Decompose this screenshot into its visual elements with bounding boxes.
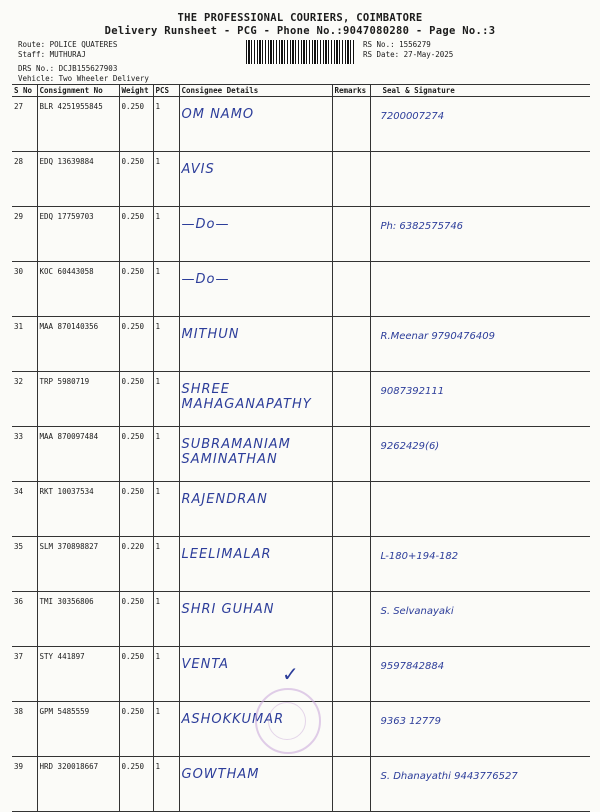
row-consignment-no: STY 441897 <box>39 652 85 661</box>
table-row <box>12 482 590 537</box>
row-pcs-cell <box>153 647 179 702</box>
table-row <box>12 207 590 262</box>
row-weight-cell <box>119 262 153 317</box>
row-signature-cell <box>370 152 590 207</box>
row-sno-cell <box>12 262 37 317</box>
row-weight-cell <box>119 537 153 592</box>
drs-label: DRS No.: DCJB155627903 <box>18 64 118 73</box>
table-row <box>12 152 590 207</box>
row-weight-cell <box>119 317 153 372</box>
row-sno: 29 <box>14 212 24 221</box>
row-pcs: 1 <box>155 377 161 386</box>
table-row <box>12 372 590 427</box>
row-consignee-cell <box>179 647 332 702</box>
table-row <box>12 262 590 317</box>
row-consignment-no: BLR 4251955845 <box>39 102 103 111</box>
row-consignment-no-cell <box>37 317 119 372</box>
row-consignment-no: HRD 320018667 <box>39 762 99 771</box>
row-remarks-cell <box>332 702 370 757</box>
row-signature-cell <box>370 537 590 592</box>
row-pcs-cell <box>153 702 179 757</box>
col-remarks: Remarks <box>332 85 370 97</box>
row-consignee-cell <box>179 427 332 482</box>
row-pcs-cell <box>153 427 179 482</box>
row-sno-cell <box>12 647 37 702</box>
row-consignment-no: GPM 5485559 <box>39 707 90 716</box>
row-weight-cell <box>119 757 153 812</box>
row-signature-cell <box>370 372 590 427</box>
runsheet-meta-right <box>363 40 453 60</box>
vehicle-label: Vehicle: Two Wheeler Delivery <box>18 74 149 83</box>
row-consignment-no: KOC 60443058 <box>39 267 94 276</box>
runsheet-meta-left <box>18 40 149 84</box>
row-pcs: 1 <box>155 322 161 331</box>
row-weight-cell <box>119 97 153 152</box>
table-row <box>12 317 590 372</box>
row-pcs-cell <box>153 207 179 262</box>
row-sno-cell <box>12 537 37 592</box>
row-pcs-cell <box>153 152 179 207</box>
row-weight: 0.220 <box>121 542 145 551</box>
row-consignment-no-cell <box>37 372 119 427</box>
row-signature-cell <box>370 592 590 647</box>
col-weight: Weight <box>119 85 153 97</box>
row-consignment-no-cell <box>37 702 119 757</box>
row-signature: 7200007274 <box>380 111 445 122</box>
row-remarks-cell <box>332 317 370 372</box>
row-signature: R.Meenar 9790476409 <box>380 331 495 342</box>
barcode <box>246 40 354 64</box>
row-weight: 0.250 <box>121 102 145 111</box>
row-sno: 36 <box>14 597 24 606</box>
rs-date: RS Date: 27-May-2025 <box>363 50 454 59</box>
row-consignee: VENTA <box>181 657 229 672</box>
row-weight: 0.250 <box>121 652 145 661</box>
rs-number: RS No.: 1556279 <box>363 40 431 49</box>
row-pcs-cell <box>153 537 179 592</box>
row-consignee-cell <box>179 537 332 592</box>
row-consignee: AVIS <box>181 162 215 177</box>
row-consignment-no: TMI 30356806 <box>39 597 94 606</box>
row-sno: 34 <box>14 487 24 496</box>
row-consignee-cell <box>179 262 332 317</box>
table-row <box>12 427 590 482</box>
row-signature: L-180+194-182 <box>380 551 459 562</box>
row-consignment-no: SLM 370898827 <box>39 542 99 551</box>
row-consignment-no: MAA 870097484 <box>39 432 99 441</box>
row-pcs: 1 <box>155 542 161 551</box>
row-remarks-cell <box>332 427 370 482</box>
row-signature: Ph: 6382575746 <box>380 221 464 232</box>
row-signature-cell <box>370 757 590 812</box>
row-consignment-no-cell <box>37 647 119 702</box>
row-remarks-cell <box>332 207 370 262</box>
row-consignee: —Do— <box>181 217 230 232</box>
row-consignee: —Do— <box>181 272 230 287</box>
col-signature: Seal & Signature <box>370 85 590 97</box>
row-remarks-cell <box>332 152 370 207</box>
row-signature: 9363 12779 <box>380 716 441 727</box>
row-sno-cell <box>12 702 37 757</box>
row-consignment-no-cell <box>37 152 119 207</box>
row-consignee-cell <box>179 592 332 647</box>
row-pcs: 1 <box>155 267 161 276</box>
row-weight-cell <box>119 482 153 537</box>
row-consignee-cell <box>179 372 332 427</box>
row-signature-cell <box>370 317 590 372</box>
document-subtitle: Delivery Runsheet - PCG - Phone No.:9047080280 - Page No.:3 <box>104 25 496 37</box>
row-sno: 28 <box>14 157 24 166</box>
document-title: THE PROFESSIONAL COURIERS, COIMBATORE <box>177 12 423 24</box>
row-consignee: SUBRAMANIAM SAMINATHAN <box>181 437 291 467</box>
row-consignee: SHREE MAHAGANAPATHY <box>181 382 312 412</box>
row-sno: 39 <box>14 762 24 771</box>
row-weight-cell <box>119 152 153 207</box>
row-consignee: SHRI GUHAN <box>181 602 275 617</box>
row-sno-cell <box>12 152 37 207</box>
row-consignee: LEELIMALAR <box>181 547 272 562</box>
row-sno: 31 <box>14 322 24 331</box>
row-weight: 0.250 <box>121 267 145 276</box>
col-pcs: PCS <box>153 85 179 97</box>
row-remarks-cell <box>332 372 370 427</box>
row-weight: 0.250 <box>121 432 145 441</box>
row-signature: S. Dhanayathi 9443776527 <box>380 771 518 782</box>
row-pcs: 1 <box>155 652 161 661</box>
row-pcs-cell <box>153 97 179 152</box>
row-remarks-cell <box>332 757 370 812</box>
row-signature: 9597842884 <box>380 661 445 672</box>
row-consignment-no-cell <box>37 97 119 152</box>
table-row <box>12 757 590 812</box>
row-remarks-cell <box>332 482 370 537</box>
row-pcs: 1 <box>155 597 161 606</box>
row-consignment-no-cell <box>37 757 119 812</box>
row-remarks-cell <box>332 647 370 702</box>
row-weight-cell <box>119 647 153 702</box>
table-header-row <box>12 85 590 97</box>
row-consignee: ASHOKKUMAR <box>181 712 285 727</box>
row-consignee: GOWTHAM <box>181 767 260 782</box>
row-consignee: RAJENDRAN <box>181 492 268 507</box>
row-sno-cell <box>12 482 37 537</box>
row-sno: 35 <box>14 542 24 551</box>
row-weight-cell <box>119 702 153 757</box>
row-consignee-cell <box>179 757 332 812</box>
row-consignee-cell <box>179 317 332 372</box>
col-consignee: Consignee Details <box>179 85 332 97</box>
row-consignment-no-cell <box>37 592 119 647</box>
row-sno-cell <box>12 427 37 482</box>
row-weight-cell <box>119 372 153 427</box>
row-consignee: OM NAMO <box>181 107 255 122</box>
row-weight: 0.250 <box>121 377 145 386</box>
row-pcs: 1 <box>155 432 161 441</box>
row-sno: 32 <box>14 377 24 386</box>
row-pcs: 1 <box>155 487 161 496</box>
row-consignee-cell <box>179 207 332 262</box>
row-consignment-no-cell <box>37 427 119 482</box>
row-consignment-no-cell <box>37 482 119 537</box>
row-pcs: 1 <box>155 157 161 166</box>
row-sno: 27 <box>14 102 24 111</box>
row-signature-cell <box>370 647 590 702</box>
table-row <box>12 537 590 592</box>
row-pcs: 1 <box>155 102 161 111</box>
row-pcs-cell <box>153 262 179 317</box>
row-sno-cell <box>12 372 37 427</box>
office-seal-stamp-inner <box>268 702 306 740</box>
row-weight: 0.250 <box>121 707 145 716</box>
row-signature-cell <box>370 207 590 262</box>
row-sno-cell <box>12 757 37 812</box>
row-pcs-cell <box>153 317 179 372</box>
table-row <box>12 592 590 647</box>
row-pcs: 1 <box>155 707 161 716</box>
row-signature-cell <box>370 97 590 152</box>
row-remarks-cell <box>332 97 370 152</box>
row-consignee: MITHUN <box>181 327 240 342</box>
route-label: Route: POLICE QUATERES <box>18 40 118 49</box>
row-pcs-cell <box>153 757 179 812</box>
row-sno-cell <box>12 317 37 372</box>
row-signature-cell <box>370 427 590 482</box>
row-pcs-cell <box>153 592 179 647</box>
col-consignment: Consignment No <box>37 85 119 97</box>
row-signature: 9087392111 <box>380 386 445 397</box>
row-consignment-no: EDQ 13639884 <box>39 157 94 166</box>
row-weight-cell <box>119 427 153 482</box>
row-weight-cell <box>119 207 153 262</box>
col-sno: S No <box>12 85 37 97</box>
row-consignment-no: RKT 10037534 <box>39 487 94 496</box>
row-sno-cell <box>12 592 37 647</box>
row-remarks-cell <box>332 592 370 647</box>
row-consignee-cell <box>179 97 332 152</box>
row-sno-cell <box>12 207 37 262</box>
row-signature: S. Selvanayaki <box>380 606 454 617</box>
row-consignment-no: EDQ 17759703 <box>39 212 94 221</box>
row-weight: 0.250 <box>121 762 145 771</box>
row-consignment-no: TRP 5980719 <box>39 377 90 386</box>
row-pcs-cell <box>153 372 179 427</box>
row-remarks-cell <box>332 537 370 592</box>
row-weight: 0.250 <box>121 157 145 166</box>
row-signature-cell <box>370 262 590 317</box>
row-pcs: 1 <box>155 762 161 771</box>
row-consignment-no-cell <box>37 262 119 317</box>
row-pcs: 1 <box>155 212 161 221</box>
row-pcs-cell <box>153 482 179 537</box>
row-weight: 0.250 <box>121 322 145 331</box>
check-mark-icon: ✓ <box>282 662 299 686</box>
row-consignee-cell <box>179 482 332 537</box>
row-sno-cell <box>12 97 37 152</box>
row-weight-cell <box>119 592 153 647</box>
row-sno: 33 <box>14 432 24 441</box>
row-remarks-cell <box>332 262 370 317</box>
row-sno: 30 <box>14 267 24 276</box>
row-sno: 37 <box>14 652 24 661</box>
row-consignee-cell <box>179 152 332 207</box>
row-consignment-no-cell <box>37 207 119 262</box>
row-signature: 9262429(6) <box>380 441 440 452</box>
table-row <box>12 97 590 152</box>
row-weight: 0.250 <box>121 212 145 221</box>
row-consignment-no: MAA 870140356 <box>39 322 99 331</box>
row-weight: 0.250 <box>121 597 145 606</box>
row-signature-cell <box>370 482 590 537</box>
row-consignment-no-cell <box>37 537 119 592</box>
row-sno: 38 <box>14 707 24 716</box>
row-weight: 0.250 <box>121 487 145 496</box>
row-signature-cell <box>370 702 590 757</box>
staff-label: Staff: MUTHURAJ <box>18 50 86 59</box>
